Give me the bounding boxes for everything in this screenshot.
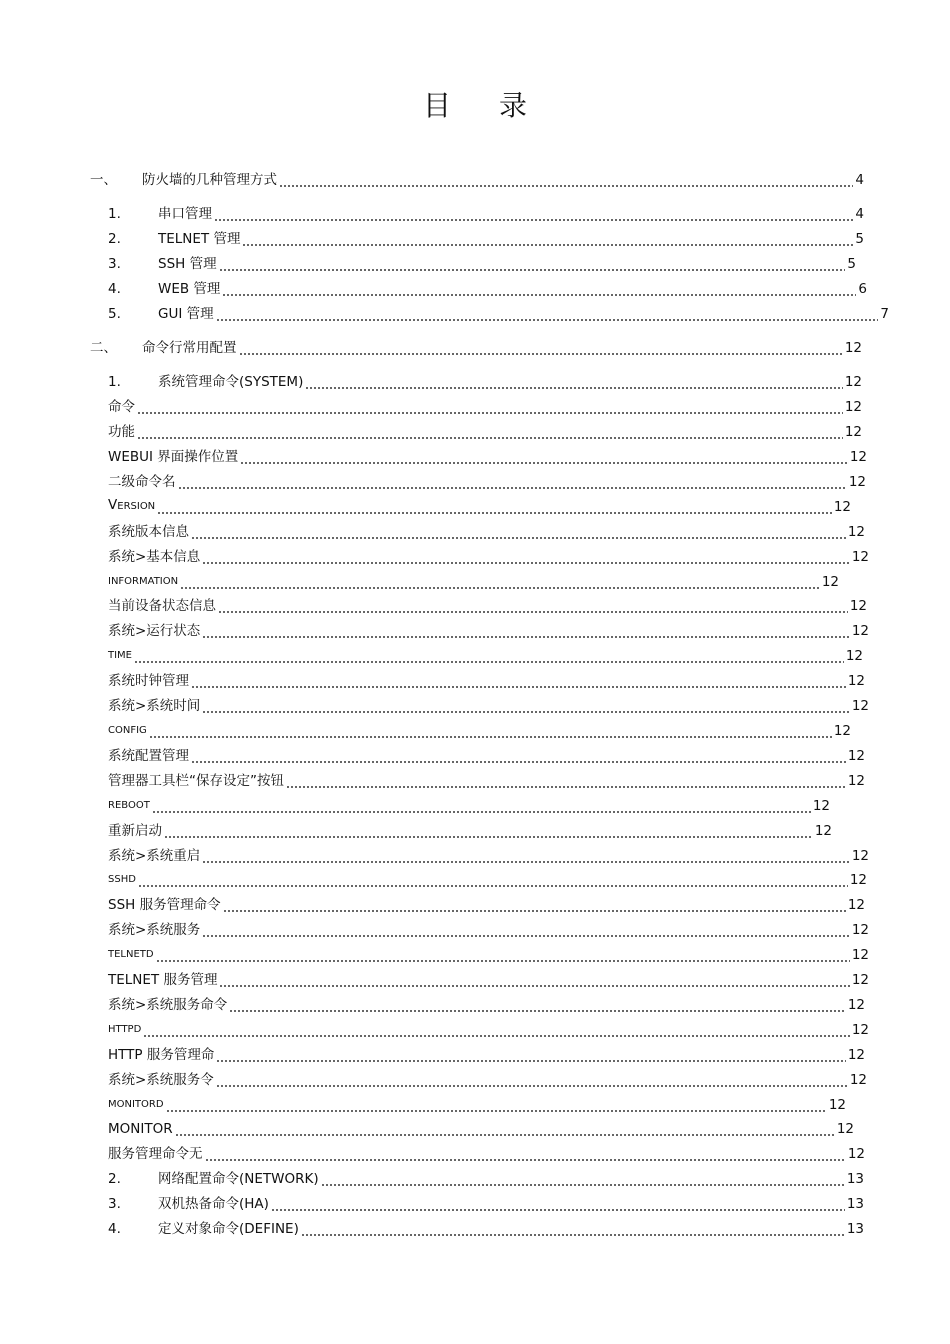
- leader-dots: [301, 1219, 845, 1239]
- toc-entry-label: TELNET 服务管理: [108, 972, 218, 988]
- toc-entry-label: 管理器工具栏“保存设定”按钮: [108, 773, 284, 789]
- toc-entry[interactable]: [108, 646, 863, 666]
- leader-dots: [191, 746, 846, 766]
- toc-page-number: 12: [851, 922, 869, 938]
- toc-entry[interactable]: [108, 497, 851, 517]
- toc-entry-label: 功能: [108, 424, 135, 440]
- toc-entry-label: 系统>基本信息: [108, 549, 201, 565]
- toc-page-number: 12: [844, 424, 862, 440]
- toc-page-number: 12: [847, 673, 865, 689]
- toc-subsection-number: 3.: [108, 256, 121, 272]
- toc-page-number: 5: [855, 231, 864, 247]
- leader-dots: [138, 870, 848, 890]
- toc-page-number: 13: [846, 1171, 864, 1187]
- toc-page-number: 12: [833, 723, 851, 739]
- toc-page-number: 12: [851, 972, 869, 988]
- toc-entry[interactable]: [108, 945, 869, 965]
- toc-entry[interactable]: [108, 995, 865, 1015]
- leader-dots: [180, 572, 820, 592]
- toc-subsection[interactable]: [108, 254, 856, 274]
- toc-entry-label: 系统>运行状态: [108, 623, 201, 639]
- toc-page-number: 12: [848, 474, 866, 490]
- leader-dots: [229, 995, 846, 1015]
- toc-subsection-number: 4.: [108, 281, 121, 297]
- toc-subsection[interactable]: [108, 1194, 864, 1214]
- leader-dots: [137, 422, 843, 442]
- toc-subsection-label: 系统管理命令(SYSTEM): [158, 374, 304, 390]
- toc-page-number: 12: [828, 1097, 846, 1113]
- toc-subsection[interactable]: [108, 1219, 864, 1239]
- toc-entry-label: VERSION: [108, 497, 156, 513]
- toc-subsection-label: 串口管理: [158, 206, 212, 222]
- toc-page-number: 12: [849, 449, 867, 465]
- toc-entry[interactable]: [108, 970, 869, 990]
- toc-subsection-number: 1.: [108, 206, 121, 222]
- toc-page-number: 12: [851, 549, 869, 565]
- toc-page-number: 12: [851, 848, 869, 864]
- toc-entry[interactable]: [108, 472, 866, 492]
- toc-entry[interactable]: [108, 1070, 867, 1090]
- toc-page-number: 12: [849, 598, 867, 614]
- toc-entry-label: WEBUI 界面操作位置: [108, 449, 239, 465]
- leader-dots: [137, 397, 843, 417]
- toc-page-number: 12: [849, 1072, 867, 1088]
- toc-entry-label: HTTP 服务管理命: [108, 1047, 215, 1063]
- leader-dots: [222, 279, 856, 299]
- toc-entry[interactable]: [108, 1020, 869, 1040]
- toc-subsection-label: 网络配置命令(NETWORK): [158, 1171, 319, 1187]
- leader-dots: [143, 1020, 850, 1040]
- toc-subsection-number: 2.: [108, 1171, 121, 1187]
- toc-entry[interactable]: [108, 621, 869, 641]
- toc-section[interactable]: [90, 338, 862, 358]
- toc-page-number: 12: [845, 648, 863, 664]
- toc-section[interactable]: [90, 170, 864, 190]
- toc-subsection[interactable]: [108, 279, 867, 299]
- leader-dots: [202, 920, 850, 940]
- leader-dots: [216, 304, 879, 324]
- toc-entry-label: 系统>系统服务: [108, 922, 201, 938]
- toc-section-label: 命令行常用配置: [142, 340, 237, 356]
- leader-dots: [216, 1045, 845, 1065]
- leader-dots: [279, 170, 853, 190]
- toc-page-number: 12: [847, 524, 865, 540]
- leader-dots: [134, 646, 844, 666]
- toc-page-number: 12: [836, 1121, 854, 1137]
- leader-dots: [202, 547, 850, 567]
- toc-entry-label: 系统配置管理: [108, 748, 189, 764]
- toc-page-number: 13: [846, 1221, 864, 1237]
- leader-dots: [242, 229, 853, 249]
- leader-dots: [191, 522, 846, 542]
- toc-subsection-label: GUI 管理: [158, 306, 214, 322]
- toc-entry-label: HTTPD: [108, 1024, 142, 1035]
- toc-entry-label: 二级命令名: [108, 474, 176, 490]
- toc-entry[interactable]: [108, 870, 867, 890]
- leader-dots: [305, 372, 842, 392]
- toc-entry[interactable]: [108, 1119, 854, 1139]
- toc-page-number: 12: [847, 1047, 865, 1063]
- leader-dots: [223, 895, 846, 915]
- leader-dots: [214, 204, 853, 224]
- toc-entry-label: 当前设备状态信息: [108, 598, 216, 614]
- toc-section-number: 一、: [90, 172, 117, 188]
- toc-subsection-label: 双机热备命令(HA): [158, 1196, 269, 1212]
- toc-entry-label: 系统时钟管理: [108, 673, 189, 689]
- leader-dots: [219, 970, 849, 990]
- toc-page-number: 12: [821, 574, 839, 590]
- toc-page-number: 12: [851, 1022, 869, 1038]
- toc-subsection[interactable]: [108, 204, 864, 224]
- toc-entry[interactable]: [108, 920, 869, 940]
- leader-dots: [202, 696, 850, 716]
- toc-entry[interactable]: [108, 895, 865, 915]
- toc-entry[interactable]: [108, 696, 869, 716]
- toc-entry-label: 重新启动: [108, 823, 162, 839]
- toc-entry-label: 系统>系统服务令: [108, 1072, 214, 1088]
- toc-subsection-label: WEB 管理: [158, 281, 221, 297]
- toc-subsection[interactable]: [108, 1169, 864, 1189]
- leader-dots: [178, 472, 847, 492]
- title-char-2: 录: [499, 89, 528, 122]
- toc-page-number: 12: [844, 340, 862, 356]
- toc-title: [0, 84, 950, 124]
- toc-entry[interactable]: [108, 522, 865, 542]
- toc-entry[interactable]: [108, 846, 869, 866]
- toc-entry-label: 服务管理命令无: [108, 1146, 203, 1162]
- leader-dots: [321, 1169, 845, 1189]
- leader-dots: [191, 671, 846, 691]
- toc-page-number: 12: [844, 374, 862, 390]
- leader-dots: [166, 1095, 827, 1115]
- toc-entry[interactable]: [108, 746, 865, 766]
- leader-dots: [202, 621, 850, 641]
- toc-page-number: 12: [849, 872, 867, 888]
- toc-entry-label: MONITORD: [108, 1099, 164, 1110]
- leader-dots: [202, 846, 850, 866]
- toc-entry[interactable]: [108, 572, 839, 592]
- toc-page-number: 12: [847, 897, 865, 913]
- toc-entry[interactable]: [108, 671, 865, 691]
- leader-dots: [286, 771, 846, 791]
- toc-entry[interactable]: [108, 821, 832, 841]
- title-char-1: 目: [422, 89, 451, 122]
- toc-entry[interactable]: [108, 771, 865, 791]
- leader-dots: [156, 945, 850, 965]
- toc-page-number: 12: [851, 947, 869, 963]
- toc-entry[interactable]: [108, 796, 830, 816]
- toc-page-number: 6: [858, 281, 867, 297]
- toc-subsection-number: 3.: [108, 1196, 121, 1212]
- toc-entry[interactable]: [108, 1045, 865, 1065]
- toc-entry-label: TELNETD: [108, 949, 154, 960]
- toc-entry[interactable]: [108, 721, 851, 741]
- toc-page-number: 12: [833, 499, 851, 515]
- leader-dots: [240, 447, 848, 467]
- toc-subsection-label: SSH 管理: [158, 256, 217, 272]
- toc-section-label: 防火墙的几种管理方式: [142, 172, 277, 188]
- toc-entry-label: 系统>系统重启: [108, 848, 201, 864]
- toc-subsection-number: 5.: [108, 306, 121, 322]
- toc-page-number: 5: [847, 256, 856, 272]
- toc-entry[interactable]: [108, 596, 867, 616]
- toc-subsection[interactable]: [108, 372, 862, 392]
- toc-page-number: 4: [855, 172, 864, 188]
- toc-entry-label: SSHD: [108, 874, 136, 885]
- leader-dots: [216, 1070, 848, 1090]
- leader-dots: [219, 254, 846, 274]
- toc-entry[interactable]: [108, 1144, 865, 1164]
- toc-entry-label: MONITOR: [108, 1121, 173, 1137]
- toc-entry[interactable]: [108, 447, 867, 467]
- toc-subsection[interactable]: [108, 229, 864, 249]
- toc-subsection-number: 4.: [108, 1221, 121, 1237]
- toc-page-number: 4: [855, 206, 864, 222]
- toc-entry[interactable]: [108, 547, 869, 567]
- toc-page-number: 12: [847, 773, 865, 789]
- leader-dots: [271, 1194, 845, 1214]
- toc-page-number: 12: [812, 798, 830, 814]
- toc-page-number: 12: [847, 997, 865, 1013]
- toc-entry-label: 系统>系统服务命令: [108, 997, 228, 1013]
- toc-section-number: 二、: [90, 340, 117, 356]
- toc-subsection-label: TELNET 管理: [158, 231, 241, 247]
- toc-page-number: 12: [847, 1146, 865, 1162]
- toc-page-number: 13: [846, 1196, 864, 1212]
- toc-page-number: 12: [814, 823, 832, 839]
- toc-entry-label: CONFIG: [108, 725, 147, 736]
- toc-entry-label: SSH 服务管理命令: [108, 897, 221, 913]
- toc-subsection-label: 定义对象命令(DEFINE): [158, 1221, 299, 1237]
- toc-entry-label: INFORMATION: [108, 576, 179, 587]
- leader-dots: [157, 497, 832, 517]
- toc-page-number: 12: [847, 748, 865, 764]
- toc-page-number: 7: [880, 306, 889, 322]
- toc-entry-label: TIME: [108, 650, 133, 661]
- toc-page-number: 12: [851, 698, 869, 714]
- toc-entry-label: 系统版本信息: [108, 524, 189, 540]
- leader-dots: [205, 1144, 846, 1164]
- toc-subsection-number: 2.: [108, 231, 121, 247]
- toc-entry-label: 命令: [108, 399, 135, 415]
- leader-dots: [152, 796, 811, 816]
- leader-dots: [239, 338, 843, 358]
- toc-page-number: 12: [851, 623, 869, 639]
- toc-subsection[interactable]: [108, 304, 889, 324]
- toc-entry[interactable]: [108, 1095, 846, 1115]
- toc-entry[interactable]: [108, 397, 862, 417]
- leader-dots: [175, 1119, 835, 1139]
- leader-dots: [218, 596, 848, 616]
- toc-subsection-number: 1.: [108, 374, 121, 390]
- leader-dots: [164, 821, 813, 841]
- toc-page-number: 12: [844, 399, 862, 415]
- toc-entry-label: 系统>系统时间: [108, 698, 201, 714]
- leader-dots: [149, 721, 832, 741]
- toc-entry-label: REBOOT: [108, 800, 150, 811]
- toc-entry[interactable]: [108, 422, 862, 442]
